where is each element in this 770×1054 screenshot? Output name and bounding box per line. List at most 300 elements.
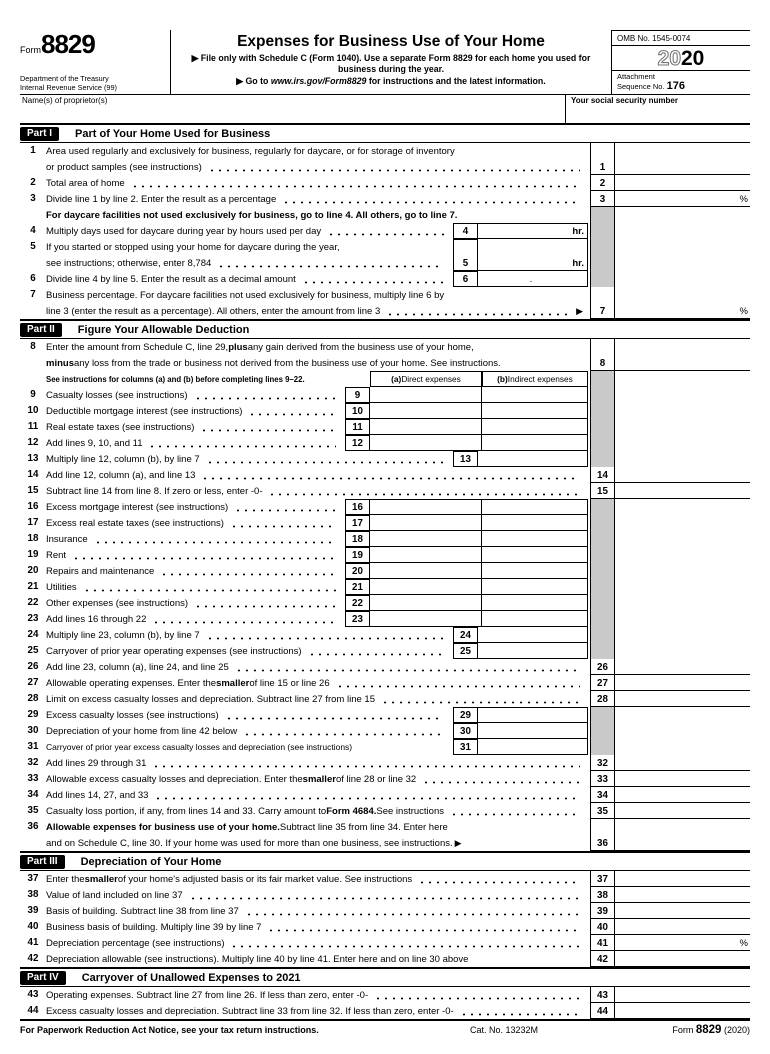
dot-leader bbox=[235, 669, 580, 672]
line-11-indirect-expenses-field[interactable] bbox=[482, 419, 588, 435]
line-18-indirect-expenses-field[interactable] bbox=[482, 531, 588, 547]
line-36-description: Allowable expenses for business use of your home. Subtract line 35 from line 34. Enter here and on Schedule C, line 30. If your home was used for more than one business, see instructions. ▶ bbox=[46, 821, 462, 849]
line-11-description: Real estate taxes (see instructions) bbox=[46, 419, 342, 435]
line-25-number: 25 bbox=[27, 645, 39, 656]
line-10-description: Deductible mortgage interest (see instructions) bbox=[46, 403, 342, 419]
line-41-amount-field[interactable] bbox=[615, 935, 750, 951]
shaded-cell bbox=[590, 531, 615, 547]
line-17-indirect-expenses-field[interactable] bbox=[482, 515, 588, 531]
row-line-41 bbox=[20, 935, 750, 951]
dot-leader bbox=[327, 233, 444, 236]
line-22-description: Other expenses (see instructions) bbox=[46, 595, 342, 611]
line-17-number: 17 bbox=[27, 517, 39, 528]
form-body bbox=[20, 123, 750, 1019]
line-6-entry-field[interactable] bbox=[478, 271, 588, 287]
line-10-direct-expenses-field[interactable] bbox=[370, 403, 482, 419]
line-15-amount-field[interactable] bbox=[615, 483, 750, 499]
line-35-amount-field[interactable] bbox=[615, 803, 750, 819]
line-7-number: 7 bbox=[30, 289, 36, 300]
line-9-direct-expenses-field[interactable] bbox=[370, 387, 482, 403]
line-13-box-number: 13 bbox=[453, 451, 478, 467]
line-9-number: 9 bbox=[30, 389, 36, 400]
dot-leader bbox=[418, 881, 580, 884]
line-1-box-number: 1 bbox=[590, 143, 615, 175]
part-iv-title: Carryover of Unallowed Expenses to 2021 bbox=[81, 971, 301, 984]
line-21-direct-expenses-field[interactable] bbox=[370, 579, 482, 595]
line-38-number: 38 bbox=[27, 889, 39, 900]
row-line-1 bbox=[20, 143, 750, 175]
line-41-description: Depreciation percentage (see instructions) bbox=[46, 935, 586, 951]
file-only-note: ▶ File only with Schedule C (Form 1040). Use a separate Form 8829 for each home you used for business during the year. bbox=[191, 53, 591, 74]
line-32-description: Add lines 29 through 31 bbox=[46, 755, 586, 771]
line-16-number: 16 bbox=[27, 501, 39, 512]
line-24-entry-field[interactable] bbox=[478, 627, 588, 643]
line-33-amount-field[interactable] bbox=[615, 771, 750, 787]
line-15-box-number: 15 bbox=[590, 483, 615, 499]
line-7-unit: % bbox=[739, 306, 748, 317]
arrow-icon: ▶ bbox=[576, 305, 583, 316]
shaded-cell bbox=[590, 643, 615, 659]
shaded-cell bbox=[590, 611, 615, 627]
row-line-17 bbox=[20, 515, 750, 531]
line-19-indirect-expenses-field[interactable] bbox=[482, 547, 588, 563]
line-note-description: For daycare facilities not used exclusively for business, go to line 4. All others, go to line 7. bbox=[46, 209, 458, 221]
line-42-description: Depreciation allowable (see instructions). Multiply line 40 by line 41. Enter here and on line 30 above bbox=[46, 953, 469, 965]
row-line-34 bbox=[20, 787, 750, 803]
line-37-description: Enter the smaller of your home's adjusted basis or its fair market value. See instructions bbox=[46, 871, 586, 887]
dot-leader bbox=[208, 169, 580, 172]
part-iv-label: Part IV bbox=[20, 971, 66, 985]
line-34-amount-field[interactable] bbox=[615, 787, 750, 803]
dot-leader bbox=[268, 493, 580, 496]
line-29-description: Excess casualty losses (see instructions) bbox=[46, 707, 450, 723]
line-1-amount-field[interactable] bbox=[615, 143, 750, 175]
shaded-cell bbox=[590, 595, 615, 611]
line-9-box-number: 9 bbox=[345, 387, 370, 403]
line-10-indirect-expenses-field[interactable] bbox=[482, 403, 588, 419]
dot-leader bbox=[336, 685, 580, 688]
dot-leader bbox=[450, 813, 580, 816]
line-39-amount-field[interactable] bbox=[615, 903, 750, 919]
line-43-description: Operating expenses. Subtract line 27 from line 26. If less than zero, enter -0- bbox=[46, 987, 586, 1003]
line-36-amount-field[interactable] bbox=[615, 819, 750, 851]
dot-leader bbox=[194, 605, 336, 608]
row-line-27 bbox=[20, 675, 750, 691]
line-8-amount-field[interactable] bbox=[615, 339, 750, 371]
line-3-unit: % bbox=[739, 194, 748, 205]
line-38-description: Value of land included on line 37 bbox=[46, 887, 586, 903]
row-line-26 bbox=[20, 659, 750, 675]
line-5-description: If you started or stopped using your home for daycare during the year, see instructions; otherwise, enter 8,784 bbox=[46, 239, 450, 271]
row-line-42 bbox=[20, 951, 750, 967]
line-41-box-number: 41 bbox=[590, 935, 615, 951]
row-line-25 bbox=[20, 643, 750, 659]
line-18-number: 18 bbox=[27, 533, 39, 544]
part-i-header bbox=[20, 123, 750, 143]
line-2-amount-field[interactable] bbox=[615, 175, 750, 191]
line-39-number: 39 bbox=[27, 905, 39, 916]
indirect-expenses-column-header: (b) Indirect expenses bbox=[482, 371, 588, 387]
line-1-description: Area used regularly and exclusively for business, regularly for daycare, or for storage of inventory or product samples (see instructions) bbox=[46, 143, 586, 175]
row-line-11 bbox=[20, 419, 750, 435]
dot-leader bbox=[152, 621, 336, 624]
dot-leader bbox=[154, 797, 580, 800]
line-7-amount-field[interactable] bbox=[615, 287, 750, 319]
proprietor-name-field[interactable]: Name(s) of proprietor(s) bbox=[22, 96, 108, 105]
shaded-cell bbox=[590, 419, 615, 435]
line-43-amount-field[interactable] bbox=[615, 987, 750, 1003]
line-33-number: 33 bbox=[27, 773, 39, 784]
row-line-7 bbox=[20, 287, 750, 319]
line-13-number: 13 bbox=[27, 453, 39, 464]
line-20-number: 20 bbox=[27, 565, 39, 576]
line-44-number: 44 bbox=[27, 1005, 39, 1016]
shaded-cell bbox=[590, 451, 615, 467]
shaded-cell bbox=[590, 207, 615, 223]
shaded-cell bbox=[590, 739, 615, 755]
line-43-number: 43 bbox=[27, 989, 39, 1000]
line-17-direct-expenses-field[interactable] bbox=[370, 515, 482, 531]
line-8-description: Enter the amount from Schedule C, line 29, plus any gain derived from the business use of your home, minus any loss from the trade or business not derived from the business use of your home. See instructions. bbox=[46, 341, 501, 369]
row-line-3 bbox=[20, 191, 750, 207]
shaded-cell bbox=[590, 371, 615, 387]
line-29-box-number: 29 bbox=[453, 707, 478, 723]
row-line-35 bbox=[20, 803, 750, 819]
line-16-direct-expenses-field[interactable] bbox=[370, 499, 482, 515]
line-18-box-number: 18 bbox=[345, 531, 370, 547]
dot-leader bbox=[206, 461, 444, 464]
row-line-12 bbox=[20, 435, 750, 451]
dot-leader bbox=[194, 397, 337, 400]
line-28-description: Limit on excess casualty losses and depreciation. Subtract line 27 from line 15 bbox=[46, 691, 586, 707]
form-footer-id: Form 8829 (2020) bbox=[672, 1024, 750, 1036]
line-26-description: Add line 23, column (a), line 24, and line 25 bbox=[46, 659, 586, 675]
line-18-direct-expenses-field[interactable] bbox=[370, 531, 482, 547]
dot-leader bbox=[245, 913, 580, 916]
line-26-box-number: 26 bbox=[590, 659, 615, 675]
line-21-indirect-expenses-field[interactable] bbox=[482, 579, 588, 595]
line-32-number: 32 bbox=[27, 757, 39, 768]
line-25-description: Carryover of prior year operating expenses (see instructions) bbox=[46, 643, 450, 659]
row-line-20 bbox=[20, 563, 750, 579]
row-line-18 bbox=[20, 531, 750, 547]
line-6-unit: . bbox=[529, 274, 533, 285]
line-27-description: Allowable operating expenses. Enter the smaller of line 15 or line 26 bbox=[46, 675, 586, 691]
line-16-indirect-expenses-field[interactable] bbox=[482, 499, 588, 515]
line-19-box-number: 19 bbox=[345, 547, 370, 563]
part-i-title: Part of Your Home Used for Business bbox=[75, 127, 271, 140]
line-42-box-number: 42 bbox=[590, 951, 615, 967]
line-14-amount-field[interactable] bbox=[615, 467, 750, 483]
shaded-cell bbox=[590, 271, 615, 287]
line-10-box-number: 10 bbox=[345, 403, 370, 419]
line-24-box-number: 24 bbox=[453, 627, 478, 643]
line-4-box-number: 4 bbox=[453, 223, 478, 239]
line-36-number: 36 bbox=[27, 821, 39, 832]
line-35-box-number: 35 bbox=[590, 803, 615, 819]
line-22-direct-expenses-field[interactable] bbox=[370, 595, 482, 611]
line-20-indirect-expenses-field[interactable] bbox=[482, 563, 588, 579]
line-31-entry-field[interactable] bbox=[478, 739, 588, 755]
row-line-36 bbox=[20, 819, 750, 851]
line-41-number: 41 bbox=[27, 937, 39, 948]
shaded-cell bbox=[590, 515, 615, 531]
line-4-description: Multiply days used for daycare during year by hours used per day bbox=[46, 223, 450, 239]
line-12-indirect-expenses-field[interactable] bbox=[482, 435, 588, 451]
line-3-description: Divide line 1 by line 2. Enter the result as a percentage bbox=[46, 191, 586, 207]
row-line-40 bbox=[20, 919, 750, 935]
form-header bbox=[20, 30, 750, 95]
line-column-header-description: See instructions for columns (a) and (b) before completing lines 9–22. bbox=[46, 374, 305, 384]
line-21-box-number: 21 bbox=[345, 579, 370, 595]
line-42-amount-field[interactable] bbox=[615, 951, 750, 967]
line-40-box-number: 40 bbox=[590, 919, 615, 935]
row-line-14 bbox=[20, 467, 750, 483]
attachment-sequence: Attachment Sequence No. 176 bbox=[617, 72, 685, 92]
dot-leader bbox=[234, 509, 336, 512]
row-line-29 bbox=[20, 707, 750, 723]
row-line-30 bbox=[20, 723, 750, 739]
form-number: 8829 bbox=[41, 29, 95, 59]
line-5-box-number: 5 bbox=[453, 239, 478, 271]
line-34-number: 34 bbox=[27, 789, 39, 800]
line-14-number: 14 bbox=[27, 469, 39, 480]
dot-leader bbox=[460, 1013, 580, 1016]
line-23-number: 23 bbox=[27, 613, 39, 624]
shaded-cell bbox=[590, 387, 615, 403]
line-14-description: Add line 12, column (a), and line 13 bbox=[46, 467, 586, 483]
dot-leader bbox=[94, 541, 336, 544]
dot-leader bbox=[422, 781, 580, 784]
line-44-description: Excess casualty losses and depreciation. Subtract line 33 from line 32. If less than zero, enter -0- bbox=[46, 1003, 586, 1019]
tax-year: 2020 bbox=[612, 46, 750, 71]
row-line-21 bbox=[20, 579, 750, 595]
dot-leader bbox=[131, 185, 580, 188]
line-39-box-number: 39 bbox=[590, 903, 615, 919]
line-14-box-number: 14 bbox=[590, 467, 615, 483]
line-43-box-number: 43 bbox=[590, 987, 615, 1003]
part-ii-label: Part II bbox=[20, 323, 62, 337]
line-12-number: 12 bbox=[27, 437, 39, 448]
row-line-44 bbox=[20, 1003, 750, 1019]
row-line-37 bbox=[20, 871, 750, 887]
dot-leader bbox=[386, 313, 568, 316]
line-37-amount-field[interactable] bbox=[615, 871, 750, 887]
line-31-number: 31 bbox=[27, 741, 39, 752]
dot-leader bbox=[189, 897, 580, 900]
dot-leader bbox=[83, 589, 336, 592]
line-20-direct-expenses-field[interactable] bbox=[370, 563, 482, 579]
row-line-2 bbox=[20, 175, 750, 191]
irs-url-link[interactable]: www.irs.gov/Form8829 bbox=[270, 76, 367, 86]
row-line-22 bbox=[20, 595, 750, 611]
line-19-description: Rent bbox=[46, 547, 342, 563]
shaded-cell bbox=[590, 223, 615, 239]
row-line-16 bbox=[20, 499, 750, 515]
dept-line2: Internal Revenue Service (99) bbox=[20, 82, 117, 92]
part-iii-label: Part III bbox=[20, 855, 65, 869]
row-line-15 bbox=[20, 483, 750, 499]
line-20-box-number: 20 bbox=[345, 563, 370, 579]
line-22-indirect-expenses-field[interactable] bbox=[482, 595, 588, 611]
dot-leader bbox=[72, 557, 336, 560]
row-line-column-header bbox=[20, 371, 750, 387]
line-13-description: Multiply line 12, column (b), by line 7 bbox=[46, 451, 450, 467]
row-line-4 bbox=[20, 223, 750, 239]
line-2-description: Total area of home bbox=[46, 175, 586, 191]
line-27-amount-field[interactable] bbox=[615, 675, 750, 691]
shaded-cell bbox=[590, 499, 615, 515]
shaded-cell bbox=[590, 403, 615, 419]
dot-leader bbox=[148, 445, 336, 448]
shaded-cell bbox=[590, 563, 615, 579]
line-34-description: Add lines 14, 27, and 33 bbox=[46, 787, 586, 803]
line-34-box-number: 34 bbox=[590, 787, 615, 803]
row-line-38 bbox=[20, 887, 750, 903]
catalog-number: Cat. No. 13232M bbox=[470, 1025, 539, 1035]
part-i-label: Part I bbox=[20, 127, 59, 141]
line-37-box-number: 37 bbox=[590, 871, 615, 887]
line-7-description: Business percentage. For daycare facilities not used exclusively for business, multiply line 6 by line 3 (enter the result as a percentage). All others, enter the amount from line 3 ▶ bbox=[46, 289, 583, 317]
line-22-box-number: 22 bbox=[345, 595, 370, 611]
dot-leader bbox=[201, 477, 580, 480]
shaded-cell bbox=[590, 723, 615, 739]
part-iv-header bbox=[20, 967, 750, 987]
ssn-field[interactable]: Your social security number bbox=[565, 95, 750, 123]
line-10-number: 10 bbox=[27, 405, 39, 416]
line-36-box-number: 36 bbox=[590, 819, 615, 851]
line-39-description: Basis of building. Subtract line 38 from line 37 bbox=[46, 903, 586, 919]
name-ssn-row bbox=[20, 95, 750, 123]
line-12-description: Add lines 9, 10, and 11 bbox=[46, 435, 342, 451]
form-title: Expenses for Business Use of Your Home bbox=[237, 33, 545, 50]
line-41-unit: % bbox=[739, 938, 748, 949]
line-12-box-number: 12 bbox=[345, 435, 370, 451]
line-13-entry-field[interactable] bbox=[478, 451, 588, 467]
line-29-entry-field[interactable] bbox=[478, 707, 588, 723]
dot-leader bbox=[243, 733, 444, 736]
line-28-number: 28 bbox=[27, 693, 39, 704]
line-5-entry-field[interactable] bbox=[478, 239, 588, 271]
line-23-direct-expenses-field[interactable] bbox=[370, 611, 482, 627]
line-18-description: Insurance bbox=[46, 531, 342, 547]
line-23-description: Add lines 16 through 22 bbox=[46, 611, 342, 627]
line-19-direct-expenses-field[interactable] bbox=[370, 547, 482, 563]
dot-leader bbox=[230, 525, 336, 528]
row-line-31 bbox=[20, 739, 750, 755]
line-20-description: Repairs and maintenance bbox=[46, 563, 342, 579]
row-line-23 bbox=[20, 611, 750, 627]
omb-block bbox=[612, 30, 750, 94]
line-9-indirect-expenses-field[interactable] bbox=[482, 387, 588, 403]
line-3-number: 3 bbox=[30, 193, 36, 204]
line-15-number: 15 bbox=[27, 485, 39, 496]
line-11-box-number: 11 bbox=[345, 419, 370, 435]
shaded-cell bbox=[590, 435, 615, 451]
row-line-43 bbox=[20, 987, 750, 1003]
line-44-amount-field[interactable] bbox=[615, 1003, 750, 1019]
row-line-33 bbox=[20, 771, 750, 787]
dot-leader bbox=[248, 413, 336, 416]
form-8829-page bbox=[20, 30, 750, 1036]
line-7-box-number: 7 bbox=[590, 287, 615, 319]
dot-leader bbox=[308, 653, 444, 656]
line-11-direct-expenses-field[interactable] bbox=[370, 419, 482, 435]
omb-number: OMB No. 1545-0074 bbox=[612, 31, 750, 46]
line-1-number: 1 bbox=[30, 145, 36, 156]
line-32-amount-field[interactable] bbox=[615, 755, 750, 771]
shaded-cell bbox=[590, 547, 615, 563]
line-23-indirect-expenses-field[interactable] bbox=[482, 611, 588, 627]
line-31-description: Carryover of prior year excess casualty losses and depreciation (see instructions) bbox=[46, 742, 353, 752]
part-iii-title: Depreciation of Your Home bbox=[80, 855, 222, 868]
shaded-cell bbox=[590, 239, 615, 271]
line-27-number: 27 bbox=[27, 677, 39, 688]
line-22-number: 22 bbox=[27, 597, 39, 608]
row-line-28 bbox=[20, 691, 750, 707]
line-27-box-number: 27 bbox=[590, 675, 615, 691]
line-16-description: Excess mortgage interest (see instructions) bbox=[46, 499, 342, 515]
line-4-entry-field[interactable] bbox=[478, 223, 588, 239]
line-38-box-number: 38 bbox=[590, 887, 615, 903]
line-30-number: 30 bbox=[27, 725, 39, 736]
line-8-box-number: 8 bbox=[590, 339, 615, 371]
line-40-amount-field[interactable] bbox=[615, 919, 750, 935]
dot-leader bbox=[200, 429, 336, 432]
row-line-8 bbox=[20, 339, 750, 371]
line-28-box-number: 28 bbox=[590, 691, 615, 707]
row-line-39 bbox=[20, 903, 750, 919]
line-35-description: Casualty loss portion, if any, from lines 14 and 33. Carry amount to Form 4684. See instructions bbox=[46, 803, 586, 819]
line-33-box-number: 33 bbox=[590, 771, 615, 787]
line-3-amount-field[interactable] bbox=[615, 191, 750, 207]
line-2-box-number: 2 bbox=[590, 175, 615, 191]
form-id-block bbox=[20, 30, 170, 94]
dot-leader bbox=[267, 929, 580, 932]
line-9-description: Casualty losses (see instructions) bbox=[46, 387, 342, 403]
dot-leader bbox=[225, 717, 444, 720]
line-6-box-number: 6 bbox=[453, 271, 478, 287]
line-28-amount-field[interactable] bbox=[615, 691, 750, 707]
line-32-box-number: 32 bbox=[590, 755, 615, 771]
row-line-24 bbox=[20, 627, 750, 643]
line-26-amount-field[interactable] bbox=[615, 659, 750, 675]
line-19-number: 19 bbox=[27, 549, 39, 560]
line-25-entry-field[interactable] bbox=[478, 643, 588, 659]
line-35-number: 35 bbox=[27, 805, 39, 816]
dot-leader bbox=[217, 265, 444, 268]
row-line-5 bbox=[20, 239, 750, 271]
line-38-amount-field[interactable] bbox=[615, 887, 750, 903]
paperwork-notice: For Paperwork Reduction Act Notice, see your tax return instructions. bbox=[20, 1025, 319, 1035]
dot-leader bbox=[152, 765, 580, 768]
line-12-direct-expenses-field[interactable] bbox=[370, 435, 482, 451]
line-6-description: Divide line 4 by line 5. Enter the result as a decimal amount bbox=[46, 271, 450, 287]
shaded-cell bbox=[590, 579, 615, 595]
form-word: Form bbox=[20, 45, 41, 55]
shaded-cell bbox=[590, 627, 615, 643]
row-line-10 bbox=[20, 403, 750, 419]
row-line-6 bbox=[20, 271, 750, 287]
dot-leader bbox=[381, 701, 580, 704]
line-30-entry-field[interactable] bbox=[478, 723, 588, 739]
line-40-description: Business basis of building. Multiply line 39 by line 7 bbox=[46, 919, 586, 935]
line-2-number: 2 bbox=[30, 177, 36, 188]
dot-leader bbox=[374, 997, 580, 1000]
part-ii-title: Figure Your Allowable Deduction bbox=[77, 323, 250, 336]
line-5-unit: hr. bbox=[572, 258, 584, 269]
line-42-number: 42 bbox=[27, 953, 39, 964]
